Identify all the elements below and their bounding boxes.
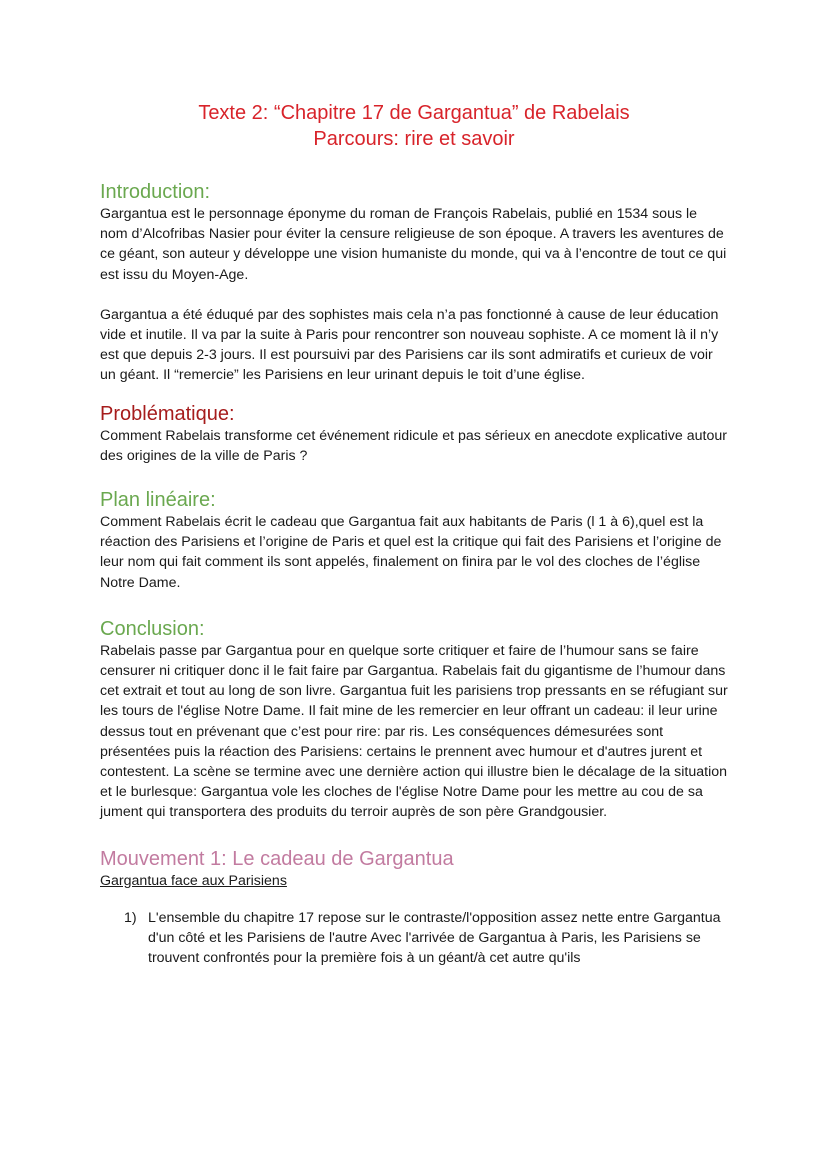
conclusion-heading: Conclusion: xyxy=(100,617,205,640)
list-item-text: L'ensemble du chapitre 17 repose sur le contraste/l'opposition assez nette entre Gargantua d'un côté et les Parisiens de l'autre Avec l'arrivée de Gargantua à Paris, les Parisiens se trouvent confrontés pour la première fois à un géant/à cet autre qu'ils xyxy=(148,909,721,967)
section-introduction xyxy=(100,180,728,386)
introduction-paragraph-1: Gargantua est le personnage éponyme du roman de François Rabelais, publié en 1534 sous le nom d’Alcofribas Nasier pour éviter la censure religieuse de son époque. A travers les aventures de ce géant, son auteur y développe une vision humaniste du monde, qui va à l’encontre de tout ce qui est issu du Moyen-Age. xyxy=(100,206,727,283)
section-plan xyxy=(100,488,728,593)
plan-text: Comment Rabelais écrit le cadeau que Gargantua fait aux habitants de Paris (l 1 à 6),quel est la réaction des Parisiens et l’origine de Paris et quel est la critique qui fait des Parisiens et l’origine de leur nom qui fait comment ils sont appelés, finalement on finira par le vol des cloches de l’église Notre Dame. xyxy=(100,514,722,591)
introduction-paragraph-2: Gargantua a été éduqué par des sophistes mais cela n’a pas fonctionné à cause de leur éducation vide et inutile. Il va par la suite à Paris pour rencontrer son nouveau sophiste. A ce moment là il n’y est que depuis 2-3 jours. Il est poursuivi par des Parisiens car ils sont admiratifs et curieux de voir un géant. Il “remercie” les Parisiens en leur urinant depuis le toit d’une église. xyxy=(100,306,719,384)
introduction-heading: Introduction: xyxy=(100,181,211,203)
problematique-heading: Problématique: xyxy=(100,402,235,425)
mouvement-1-list xyxy=(100,908,728,969)
mouvement-1-heading: Mouvement 1: Le cadeau de Gargantua xyxy=(100,847,454,870)
section-problematique xyxy=(100,402,728,466)
document-title xyxy=(100,0,728,152)
section-conclusion xyxy=(100,617,728,823)
title-line-2: Parcours: rire et savoir xyxy=(313,128,515,150)
conclusion-text: Rabelais passe par Gargantua pour en quelque sorte critiquer et faire de l’humour sans se faire censurer ni critiquer donc il le fait faire par Gargantua. Rabelais fait du gigantisme de l’humour dans cet extrait et tout au long de son livre. Gargantua fuit les parisiens trop pressants en se réfugiant sur les tours de l'église Notre Dame. Il fait mine de les remercier en leur offrant un cadeau: il leur urine dessus tout en prévenant que c’est pour rire: par ris. Les conséquences démesurées sont présentées puis la réaction des Parisiens: certains le prennent avec humour et d'autres jurent et contestent. La scène se termine avec une dernière action qui illustre bien le décalage de la situation et le burlesque: Gargantua vole les cloches de l'église Notre Dame pour les mettre au cou de sa jument qui transportera des produits du terroir auprès de son père Grandgousier. xyxy=(100,642,728,821)
problematique-text: Comment Rabelais transforme cet événement ridicule et pas sérieux en anecdote explicative autour des origines de la ville de Paris ? xyxy=(100,427,727,464)
title-line-1: Texte 2: “Chapitre 17 de Gargantua” de Rabelais xyxy=(198,102,630,124)
mouvement-1-subheading: Gargantua face aux Parisiens xyxy=(100,872,287,889)
section-mouvement-1 xyxy=(100,847,728,969)
plan-heading: Plan linéaire: xyxy=(100,489,216,512)
list-item-number: 1) xyxy=(124,909,137,926)
list-item xyxy=(100,908,728,969)
